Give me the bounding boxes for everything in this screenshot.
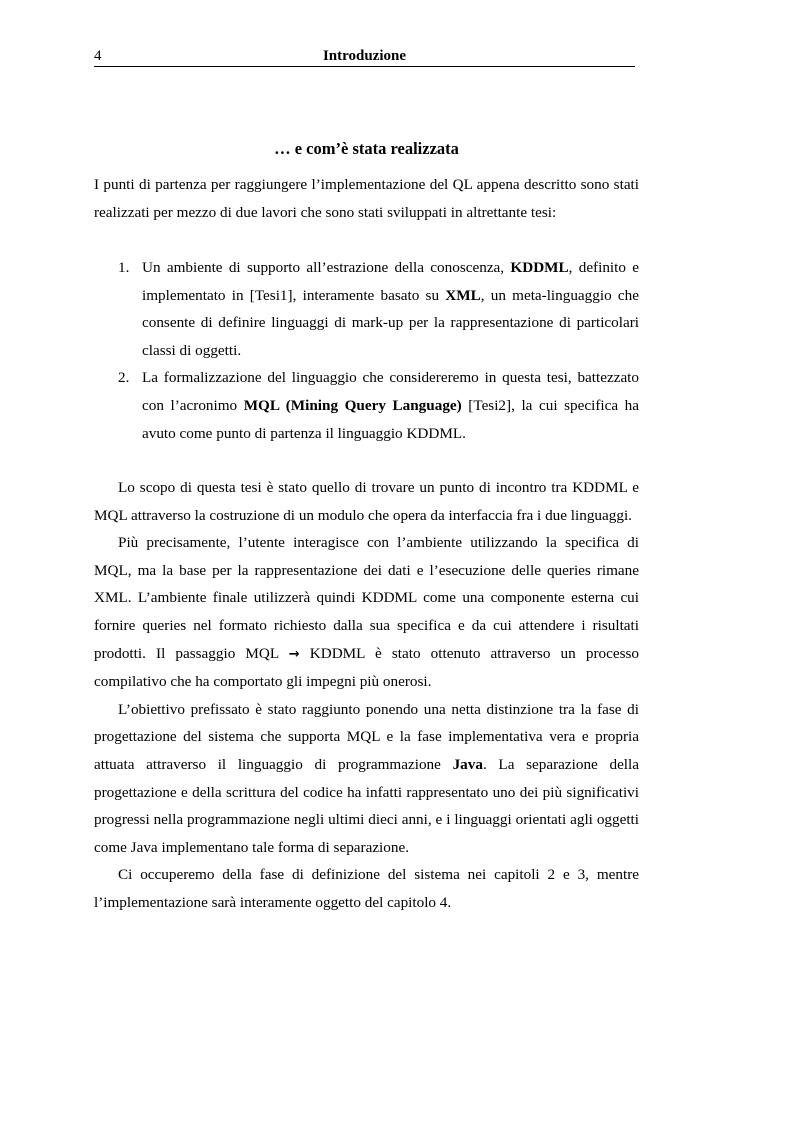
arrow-right-icon: → [288,646,300,662]
list-item-text: [Tesi2], la cui specifica ha avuto come punto di partenza il linguaggio KDDML. [142,396,639,442]
running-header [94,46,635,67]
paragraph-objective [94,696,639,862]
list-item-number: 1. [118,259,130,276]
xml-term: XML [445,286,481,304]
list-item [94,254,639,364]
page-number: 4 [94,48,102,64]
paragraph-text: L’obiettivo prefissato è stato raggiunto ponendo una netta distinzione tra la fase di progettazione del sistema che supporta MQL e la fase implementativa vera e propria attuata attraverso il linguaggio di programmazione [94,700,639,773]
paragraph-scope: Lo scopo di questa tesi è stato quello di trovare un punto di incontro tra KDDML e MQL attraverso la costruzione di un modulo che opera da interfaccia fra i due linguaggi. [94,479,639,524]
section-heading: … e com’è stata realizzata [274,139,459,158]
list-item-text: , un meta-linguaggio che consente di definire linguaggi di mark-up per la rappresentazione di particolari classi di oggetti. [142,286,639,359]
kddml-term: KDDML [510,259,569,276]
paragraph-text: Più precisamente, l’utente interagisce con l’ambiente utilizzando la specifica di MQL, ma la base per la rappresentazione dei dati e l’esecuzione delle queries rimane XML. L’ambiente finale utilizzerà quindi KDDML come una componente esterna cui fornire queries nel formato richiesto dalla sua specifica e da cui attendere i risultati prodotti. Il passaggio MQL [94,534,639,662]
paragraph-text: . La separazione della progettazione e della scrittura del codice ha infatti rappresentato uno dei più significativi progressi nella programmazione negli ultimi dieci anni, e i linguaggi orientati agli oggetti come Java implementano tale forma di separazione. [94,755,639,856]
body-paragraphs [94,474,639,917]
numbered-list [94,254,639,447]
paragraph-precisely [94,529,639,696]
list-item-text: La formalizzazione del linguaggio che considereremo in questa tesi, battezzato con l’acronimo [142,369,639,414]
paragraph-text: KDDML è stato ottenuto attraverso un processo compilativo che ha comportato gli impegni più onerosi. [94,644,640,691]
java-term: Java [452,755,483,773]
intro-paragraph: I punti di partenza per raggiungere l’implementazione del QL appena descritto sono stati realizzati per mezzo di due lavori che sono stati sviluppati in altrettante tesi: [94,176,639,221]
paragraph-chapters: Ci occuperemo della fase di definizione del sistema nei capitoli 2 e 3, mentre l’implementazione sarà interamente oggetto del capitolo 4. [94,866,639,911]
list-item-text: Un ambiente di supporto all’estrazione della conoscenza, [142,259,511,276]
list-item [94,364,639,447]
mql-term: MQL (Mining Query Language) [243,396,462,414]
list-item-text: , definito e implementato in [Tesi1], interamente basato su [142,259,640,304]
list-item-number: 2. [118,369,130,387]
chapter-title: Introduzione [322,48,407,64]
